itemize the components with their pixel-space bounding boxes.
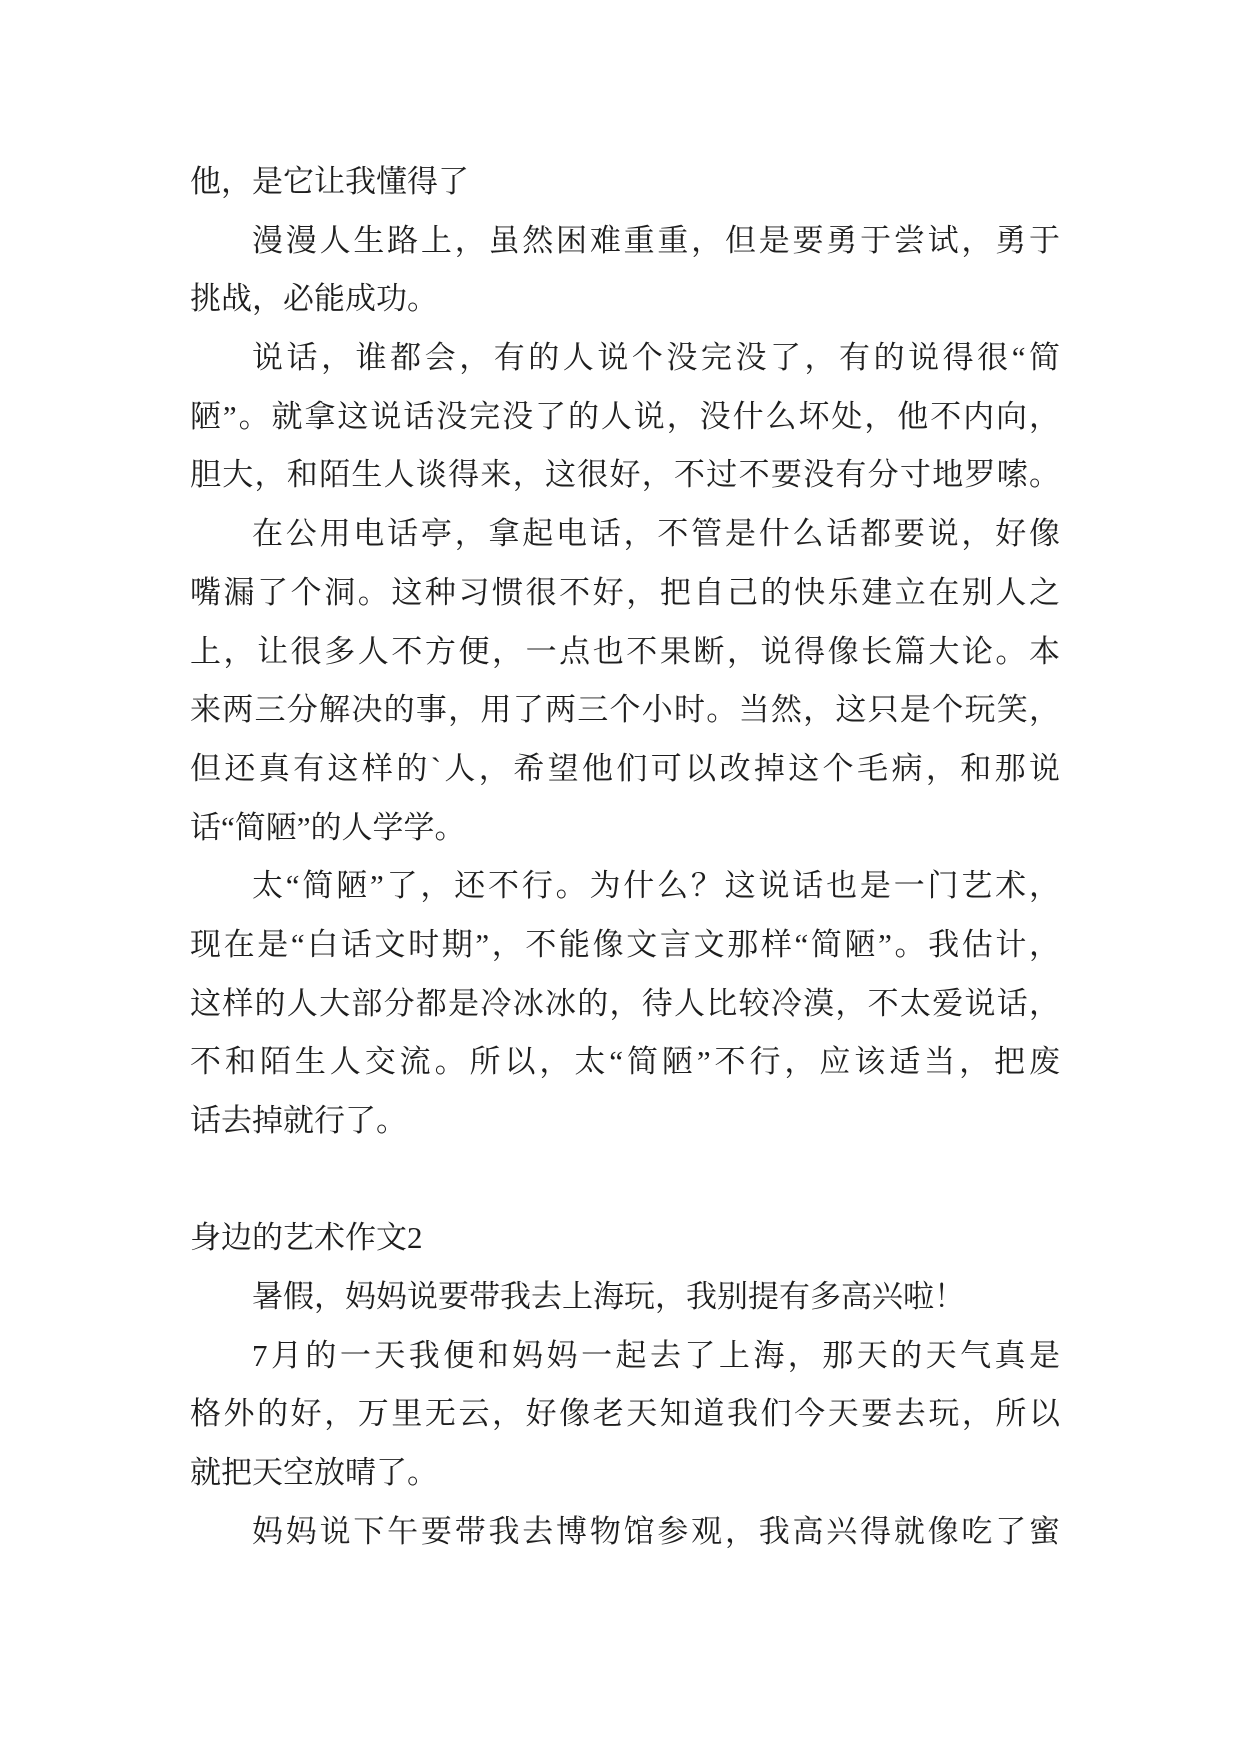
paragraph bbox=[190, 1327, 1064, 1503]
text-line: 暑假，妈妈说要带我去上海玩，我别提有多高兴啦！ bbox=[252, 1279, 965, 1315]
text-line: 挑战，必能成功。 bbox=[190, 281, 438, 317]
text-line: 来两三分解决的事，用了两三个小时。当然，这只是个玩笑， bbox=[190, 692, 1062, 728]
text-line: 胆大，和陌生人谈得来，这很好，不过不要没有分寸地罗嗦。 bbox=[190, 457, 1062, 493]
text-line: 话去掉就行了。 bbox=[190, 1103, 407, 1138]
text-line: 他，是它让我懂得了 bbox=[190, 164, 469, 199]
text-line: 7月的一天我便和妈妈一起去了上海，那天的天气真是 bbox=[252, 1337, 1064, 1373]
text-line: 格外的好，万里无云，好像老天知道我们今天要去玩，所以 bbox=[190, 1396, 1063, 1432]
paragraph bbox=[190, 1503, 1063, 1562]
text-line: 说话，谁都会，有的人说个没完没了，有的说得很“简 bbox=[252, 340, 1064, 376]
text-line: 就把天空放晴了。 bbox=[190, 1455, 438, 1491]
text-line: 但还真有这样的`人，希望他们可以改掉这个毛病，和那说 bbox=[190, 750, 1064, 786]
text-line: 不和陌生人交流。所以，太“简陋”不行，应该适当，把废 bbox=[190, 1044, 1064, 1080]
paragraph bbox=[190, 1268, 1060, 1327]
essay-title: 身边的艺术作文2 bbox=[190, 1220, 423, 1256]
paragraph bbox=[190, 212, 1063, 329]
text-line: 在公用电话亭，拿起电话，不管是什么话都要说，好像 bbox=[252, 516, 1063, 552]
blank-line bbox=[190, 1151, 1060, 1210]
essay-1 bbox=[190, 153, 1064, 1151]
text-line: 太“简陋”了，还不行。为什么？这说话也是一门艺术， bbox=[252, 868, 1063, 904]
paragraph bbox=[190, 505, 1064, 857]
text-line: 嘴漏了个洞。这种习惯很不好，把自己的快乐建立在别人之 bbox=[190, 574, 1063, 610]
text-line: 陋”。就拿这说话没完没了的人说，没什么坏处，他不内向， bbox=[190, 398, 1062, 434]
text-line: 话“简陋”的人学学。 bbox=[190, 809, 466, 845]
text-line: 妈妈说下午要带我去博物馆参观，我高兴得就像吃了蜜 bbox=[252, 1513, 1063, 1549]
text-line: 现在是“白话文时期”，不能像文言文那样“简陋”。我估计， bbox=[190, 926, 1063, 962]
document-body bbox=[190, 153, 1064, 1562]
text-line: 漫漫人生路上，虽然困难重重，但是要勇于尝试，勇于 bbox=[252, 222, 1063, 258]
paragraph bbox=[190, 153, 1060, 212]
paragraph bbox=[190, 857, 1064, 1150]
text-line: 上，让很多人不方便，一点也不果断，说得像长篇大论。本 bbox=[190, 633, 1063, 669]
text-line: 这样的人大部分都是冷冰冰的，待人比较冷漠，不太爱说话， bbox=[190, 985, 1062, 1021]
essay-2 bbox=[190, 1209, 1064, 1561]
paragraph bbox=[190, 329, 1064, 505]
